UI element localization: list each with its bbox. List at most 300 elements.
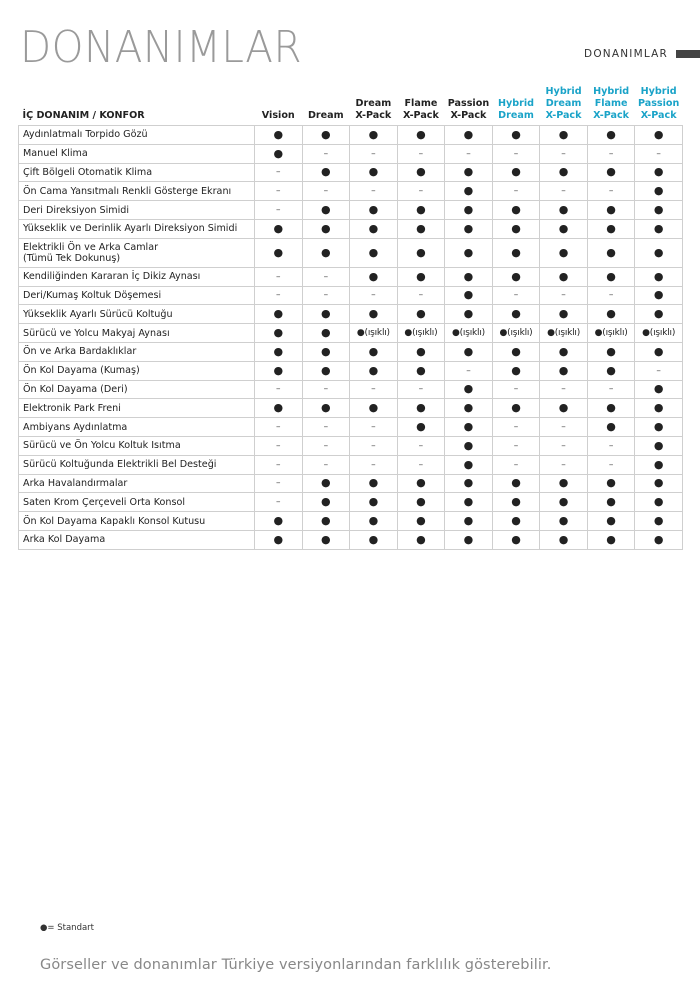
feature-label: Ön Kol Dayama (Kumaş): [23, 365, 140, 377]
standard-dot-icon: ●: [416, 344, 426, 358]
feature-label: Ön Kol Dayama Kapaklı Konsol Kutusu: [23, 515, 206, 527]
availability-cell: [492, 436, 540, 455]
availability-cell: [255, 380, 303, 399]
feature-column-header: İÇ DONANIM / KONFOR: [19, 86, 255, 126]
availability-cell: [302, 182, 350, 201]
not-available-dash: –: [276, 478, 281, 489]
availability-cell: [492, 126, 540, 145]
not-available-dash: –: [418, 459, 424, 470]
availability-cell: [492, 530, 540, 549]
feature-name: [19, 219, 255, 238]
standard-dot-icon: ●: [653, 532, 664, 546]
availability-cell: [587, 238, 635, 267]
not-available-dash: –: [561, 440, 566, 451]
table-header-row: [19, 86, 683, 126]
not-available-dash: –: [371, 290, 376, 301]
standard-dot-icon: ●: [273, 146, 284, 160]
not-available-dash: –: [371, 459, 376, 470]
availability-cell: [635, 182, 683, 201]
standard-dot-icon: ●: [606, 401, 616, 415]
availability-cell: [350, 399, 398, 418]
table-row: [19, 219, 683, 238]
availability-cell: [350, 324, 398, 343]
availability-cell: [540, 126, 588, 145]
not-available-dash: –: [418, 186, 424, 197]
availability-cell: [397, 238, 445, 267]
model-column-header: Hybrid Passion X-Pack: [635, 86, 683, 126]
standard-dot-icon: ●: [368, 307, 379, 321]
availability-cell: [635, 238, 683, 267]
availability-cell: [445, 163, 493, 182]
standard-dot-icon: ●: [273, 532, 284, 546]
availability-cell: [540, 512, 588, 531]
feature-name: [19, 418, 255, 437]
standard-dot-icon: ●: [511, 307, 521, 321]
standard-dot-icon: ●: [273, 344, 284, 358]
standard-dot-icon: ●: [558, 344, 569, 358]
availability-cell: [540, 201, 588, 220]
standard-dot-icon: ●: [511, 165, 521, 179]
feature-name: [19, 267, 255, 286]
availability-cell: [635, 455, 683, 474]
availability-cell: [397, 182, 445, 201]
standard-lit-mark: ●(ışıklı): [499, 328, 533, 339]
availability-cell: [587, 219, 635, 238]
standard-dot-icon: ●: [653, 245, 664, 259]
not-available-dash: –: [466, 365, 471, 376]
standard-dot-icon: ●: [321, 401, 331, 415]
table-row: [19, 399, 683, 418]
availability-cell: [587, 267, 635, 286]
standard-dot-icon: ●: [606, 344, 616, 358]
table-row: [19, 361, 683, 380]
availability-cell: [492, 399, 540, 418]
standard-dot-icon: ●: [606, 476, 616, 490]
not-available-dash: –: [561, 459, 566, 470]
standard-dot-icon: ●: [463, 203, 474, 217]
availability-cell: [540, 267, 588, 286]
availability-cell: [587, 286, 635, 305]
availability-cell: [540, 530, 588, 549]
availability-cell: [350, 219, 398, 238]
feature-name: [19, 530, 255, 549]
standard-dot-icon: ●: [416, 269, 426, 283]
feature-name: [19, 305, 255, 324]
availability-cell: [255, 455, 303, 474]
availability-cell: [397, 267, 445, 286]
availability-cell: [492, 380, 540, 399]
standard-dot-icon: ●: [558, 127, 569, 141]
standard-dot-icon: ●: [273, 307, 284, 321]
not-available-dash: –: [323, 271, 329, 282]
feature-name: [19, 399, 255, 418]
availability-cell: [302, 219, 350, 238]
standard-dot-icon: ●: [511, 401, 521, 415]
availability-cell: [302, 201, 350, 220]
availability-cell: [492, 418, 540, 437]
standard-dot-icon: ●: [368, 514, 379, 528]
page-title: DONANIMLAR: [20, 22, 303, 73]
standard-dot-icon: ●: [606, 532, 616, 546]
feature-name: [19, 512, 255, 531]
standard-dot-icon: ●: [273, 245, 284, 259]
feature-label: Ön ve Arka Bardaklıklar: [23, 346, 137, 358]
standard-dot-icon: ●: [511, 203, 521, 217]
feature-name: [19, 493, 255, 512]
not-available-dash: –: [371, 440, 376, 451]
standard-dot-icon: ●: [653, 165, 664, 179]
not-available-dash: –: [276, 440, 281, 451]
not-available-dash: –: [276, 205, 281, 216]
standard-dot-icon: ●: [511, 245, 521, 259]
availability-cell: [302, 163, 350, 182]
feature-name: [19, 163, 255, 182]
availability-cell: [587, 361, 635, 380]
not-available-dash: –: [513, 440, 519, 451]
standard-dot-icon: ●: [558, 495, 569, 509]
table-row: [19, 305, 683, 324]
standard-dot-icon: ●: [606, 165, 616, 179]
availability-cell: [587, 126, 635, 145]
model-column-header: Dream X-Pack: [350, 86, 398, 126]
standard-dot-icon: ●: [463, 457, 474, 471]
standard-dot-icon: ●: [653, 344, 664, 358]
not-available-dash: –: [513, 148, 519, 159]
feature-label: Yükseklik Ayarlı Sürücü Koltuğu: [23, 308, 173, 320]
availability-cell: [350, 418, 398, 437]
availability-cell: [302, 305, 350, 324]
availability-cell: [540, 418, 588, 437]
availability-cell: [302, 399, 350, 418]
section-tag-label: DONANIMLAR: [584, 48, 668, 60]
availability-cell: [302, 493, 350, 512]
availability-cell: [445, 380, 493, 399]
availability-cell: [587, 182, 635, 201]
section-tag: [584, 47, 700, 61]
standard-dot-icon: ●: [653, 203, 664, 217]
availability-cell: [635, 342, 683, 361]
equipment-table: [18, 86, 683, 550]
standard-dot-icon: ●: [463, 401, 474, 415]
availability-cell: [635, 305, 683, 324]
standard-dot-icon: ●: [416, 203, 426, 217]
not-available-dash: –: [323, 384, 329, 395]
standard-dot-icon: ●: [606, 127, 616, 141]
availability-cell: [587, 512, 635, 531]
standard-dot-icon: ●: [558, 203, 569, 217]
standard-lit-mark: ●(ışıklı): [404, 328, 438, 339]
not-available-dash: –: [323, 148, 329, 159]
not-available-dash: –: [276, 497, 281, 508]
not-available-dash: –: [418, 148, 424, 159]
availability-cell: [445, 219, 493, 238]
standard-lit-mark: ●(ışıklı): [594, 328, 628, 339]
availability-cell: [540, 324, 588, 343]
availability-cell: [445, 512, 493, 531]
standard-dot-icon: ●: [511, 344, 521, 358]
standard-dot-icon: ●: [321, 514, 331, 528]
availability-cell: [302, 380, 350, 399]
availability-cell: [350, 530, 398, 549]
availability-cell: [635, 512, 683, 531]
standard-dot-icon: ●: [558, 532, 569, 546]
feature-name: [19, 436, 255, 455]
not-available-dash: –: [276, 290, 281, 301]
availability-cell: [255, 530, 303, 549]
availability-cell: [635, 418, 683, 437]
feature-label: Çift Bölgeli Otomatik Klima: [23, 166, 153, 178]
availability-cell: [302, 436, 350, 455]
standard-dot-icon: ●: [416, 127, 426, 141]
availability-cell: [255, 418, 303, 437]
standard-dot-icon: ●: [511, 495, 521, 509]
standard-dot-icon: ●: [368, 495, 379, 509]
standard-dot-icon: ●: [368, 363, 379, 377]
standard-dot-icon: ●: [511, 269, 521, 283]
availability-cell: [540, 342, 588, 361]
standard-dot-icon: ●: [653, 514, 664, 528]
availability-cell: [445, 286, 493, 305]
availability-cell: [350, 380, 398, 399]
availability-cell: [255, 361, 303, 380]
not-available-dash: –: [656, 365, 661, 376]
standard-dot-icon: ●: [558, 401, 569, 415]
availability-cell: [445, 126, 493, 145]
table-row: [19, 144, 683, 163]
availability-cell: [350, 201, 398, 220]
not-available-dash: –: [561, 422, 566, 433]
availability-cell: [492, 238, 540, 267]
feature-label: Elektronik Park Freni: [23, 402, 121, 414]
availability-cell: [540, 163, 588, 182]
availability-cell: [302, 361, 350, 380]
not-available-dash: –: [513, 290, 519, 301]
not-available-dash: –: [561, 186, 566, 197]
availability-cell: [445, 267, 493, 286]
availability-cell: [635, 201, 683, 220]
standard-dot-icon: ●: [653, 382, 664, 396]
availability-cell: [492, 182, 540, 201]
availability-cell: [255, 286, 303, 305]
availability-cell: [255, 238, 303, 267]
not-available-dash: –: [371, 148, 376, 159]
not-available-dash: –: [276, 422, 281, 433]
table-row: [19, 238, 683, 267]
standard-dot-icon: ●: [463, 307, 474, 321]
standard-dot-icon: ●: [368, 221, 379, 235]
standard-dot-icon: ●: [416, 495, 426, 509]
standard-dot-icon: ●: [463, 184, 474, 198]
availability-cell: [540, 361, 588, 380]
availability-cell: [492, 474, 540, 493]
standard-dot-icon: ●: [558, 165, 569, 179]
not-available-dash: –: [608, 148, 614, 159]
standard-dot-icon: ●: [653, 495, 664, 509]
standard-dot-icon: ●: [273, 363, 284, 377]
legend: ●= Standart: [40, 923, 94, 933]
feature-label: Deri Direksiyon Simidi: [23, 204, 130, 216]
not-available-dash: –: [561, 148, 566, 159]
availability-cell: [445, 144, 493, 163]
availability-cell: [255, 324, 303, 343]
standard-dot-icon: ●: [416, 363, 426, 377]
standard-dot-icon: ●: [416, 401, 426, 415]
table-row: [19, 286, 683, 305]
standard-dot-icon: ●: [368, 245, 379, 259]
section-tag-bar: [676, 50, 700, 58]
standard-dot-icon: ●: [416, 307, 426, 321]
availability-cell: [255, 144, 303, 163]
availability-cell: [302, 455, 350, 474]
model-column-header: Hybrid Flame X-Pack: [587, 86, 635, 126]
availability-cell: [255, 201, 303, 220]
availability-cell: [302, 530, 350, 549]
standard-dot-icon: ●: [416, 165, 426, 179]
not-available-dash: –: [608, 440, 614, 451]
availability-cell: [350, 455, 398, 474]
table-row: [19, 418, 683, 437]
not-available-dash: –: [608, 290, 614, 301]
availability-cell: [492, 324, 540, 343]
not-available-dash: –: [323, 422, 329, 433]
table-body: [19, 126, 683, 550]
availability-cell: [587, 436, 635, 455]
standard-dot-icon: ●: [653, 269, 664, 283]
availability-cell: [397, 219, 445, 238]
not-available-dash: –: [561, 290, 566, 301]
not-available-dash: –: [323, 440, 329, 451]
availability-cell: [255, 474, 303, 493]
standard-dot-icon: ●: [606, 245, 616, 259]
availability-cell: [492, 286, 540, 305]
feature-label: Yükseklik ve Derinlik Ayarlı Direksiyon Simidi: [23, 223, 238, 235]
standard-dot-icon: ●: [606, 307, 616, 321]
standard-dot-icon: ●: [463, 532, 474, 546]
availability-cell: [445, 493, 493, 512]
availability-cell: [445, 305, 493, 324]
availability-cell: [587, 144, 635, 163]
standard-dot-icon: ●: [606, 221, 616, 235]
feature-name: [19, 380, 255, 399]
availability-cell: [635, 219, 683, 238]
standard-dot-icon: ●: [416, 221, 426, 235]
availability-cell: [540, 238, 588, 267]
standard-dot-icon: ●: [511, 363, 521, 377]
feature-name: [19, 201, 255, 220]
standard-dot-icon: ●: [321, 203, 331, 217]
standard-dot-icon: ●: [463, 344, 474, 358]
table-row: [19, 267, 683, 286]
availability-cell: [397, 163, 445, 182]
standard-dot-icon: ●: [558, 245, 569, 259]
availability-cell: [587, 342, 635, 361]
standard-dot-icon: ●: [463, 438, 474, 452]
availability-cell: [492, 201, 540, 220]
availability-cell: [492, 267, 540, 286]
availability-cell: [635, 530, 683, 549]
availability-cell: [445, 182, 493, 201]
not-available-dash: –: [323, 459, 329, 470]
not-available-dash: –: [513, 384, 519, 395]
availability-cell: [492, 144, 540, 163]
availability-cell: [445, 436, 493, 455]
availability-cell: [350, 512, 398, 531]
not-available-dash: –: [608, 459, 614, 470]
standard-dot-icon: ●: [653, 476, 664, 490]
standard-dot-icon: ●: [463, 288, 474, 302]
availability-cell: [255, 512, 303, 531]
feature-name: [19, 455, 255, 474]
availability-cell: [302, 238, 350, 267]
standard-dot-icon: ●: [321, 165, 331, 179]
availability-cell: [445, 238, 493, 267]
availability-cell: [302, 474, 350, 493]
standard-dot-icon: ●: [416, 514, 426, 528]
standard-dot-icon: ●: [321, 532, 331, 546]
availability-cell: [492, 219, 540, 238]
standard-lit-mark: ●(ışıklı): [642, 328, 676, 339]
feature-label: Aydınlatmalı Torpido Gözü: [23, 129, 148, 141]
standard-lit-mark: ●(ışıklı): [451, 328, 485, 339]
availability-cell: [255, 219, 303, 238]
standard-dot-icon: ●: [558, 514, 569, 528]
model-column-header: Dream: [302, 86, 350, 126]
feature-label: Saten Krom Çerçeveli Orta Konsol: [23, 496, 186, 508]
availability-cell: [350, 361, 398, 380]
availability-cell: [350, 267, 398, 286]
standard-dot-icon: ●: [321, 344, 331, 358]
availability-cell: [540, 399, 588, 418]
availability-cell: [255, 267, 303, 286]
not-available-dash: –: [561, 384, 566, 395]
feature-label: Ambiyans Aydınlatma: [23, 421, 128, 433]
standard-dot-icon: ●: [606, 514, 616, 528]
not-available-dash: –: [466, 148, 471, 159]
availability-cell: [350, 126, 398, 145]
availability-cell: [397, 530, 445, 549]
feature-name: [19, 286, 255, 305]
feature-name: [19, 324, 255, 343]
feature-label: Manuel Klima: [23, 148, 88, 160]
not-available-dash: –: [371, 422, 376, 433]
availability-cell: [540, 436, 588, 455]
feature-label: Ön Kol Dayama (Deri): [23, 383, 128, 395]
availability-cell: [397, 126, 445, 145]
standard-dot-icon: ●: [368, 532, 379, 546]
not-available-dash: –: [323, 186, 329, 197]
availability-cell: [635, 361, 683, 380]
standard-lit-mark: ●(ışıklı): [356, 328, 390, 339]
availability-cell: [635, 380, 683, 399]
availability-cell: [397, 455, 445, 474]
availability-cell: [255, 126, 303, 145]
standard-dot-icon: ●: [368, 476, 379, 490]
availability-cell: [587, 305, 635, 324]
availability-cell: [492, 512, 540, 531]
feature-name: [19, 182, 255, 201]
standard-dot-icon: ●: [321, 307, 331, 321]
availability-cell: [302, 324, 350, 343]
standard-dot-icon: ●: [606, 269, 616, 283]
availability-cell: [445, 530, 493, 549]
availability-cell: [587, 530, 635, 549]
table-row: [19, 126, 683, 145]
standard-dot-icon: ●: [463, 476, 474, 490]
availability-cell: [397, 305, 445, 324]
standard-dot-icon: ●: [511, 221, 521, 235]
feature-name: [19, 238, 255, 267]
availability-cell: [635, 474, 683, 493]
